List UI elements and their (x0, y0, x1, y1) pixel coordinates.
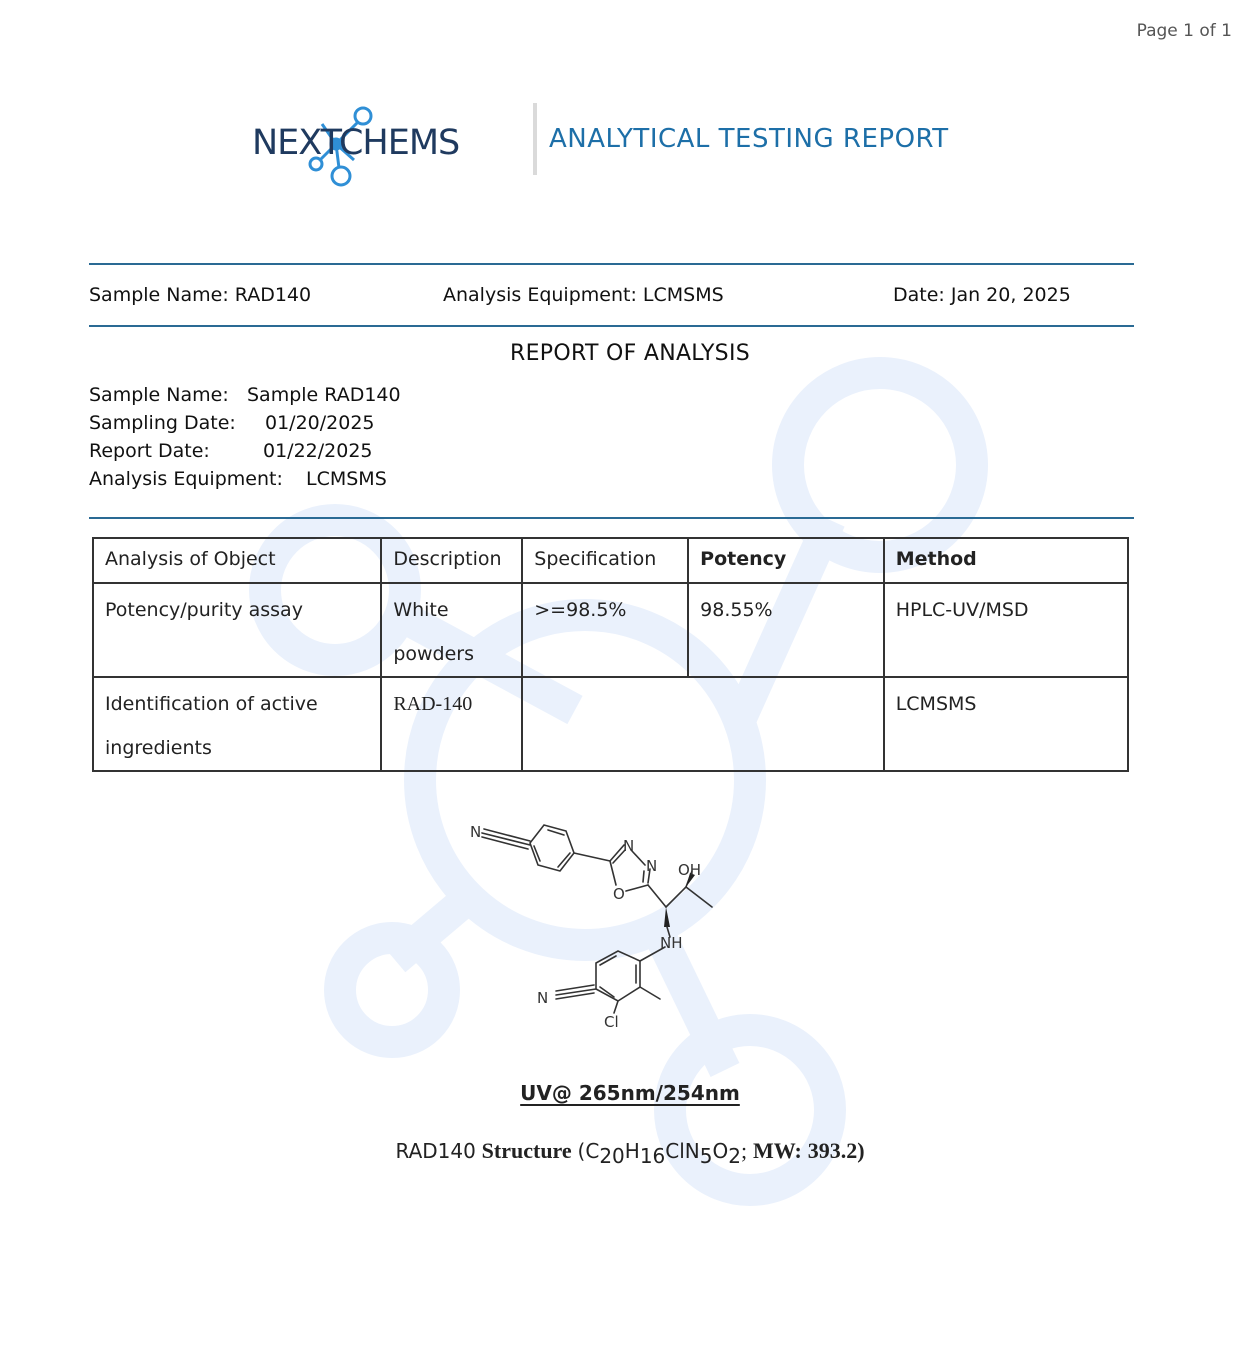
cell-analysis-object (93, 583, 381, 677)
summary-analysis-equipment: Analysis Equipment: LCMSMS (443, 284, 724, 306)
formula-separator: ; (740, 1138, 748, 1163)
cell-empty-merged (522, 677, 883, 771)
header-method: Method (884, 538, 1128, 583)
formula-h-count: 16 (639, 1144, 666, 1169)
atom-label: O (613, 885, 625, 903)
cell-text: Potency/purity assay (105, 599, 303, 621)
uv-text: UV@ 265nm/254nm (520, 1081, 740, 1105)
cell-method: HPLC-UV/MSD (884, 583, 1128, 677)
nextchems-logo (250, 100, 540, 190)
atom-label: N (623, 837, 635, 855)
cell-text: powders (393, 643, 475, 665)
header-divider (533, 103, 537, 175)
info-label: Sampling Date: (89, 412, 236, 434)
uv-wavelength (0, 1081, 1260, 1105)
top-rule (89, 263, 1134, 265)
table-row (93, 583, 1128, 677)
info-label: Sample Name: (89, 384, 229, 406)
formula-word: Structure (481, 1138, 572, 1163)
cell-description (381, 583, 522, 677)
atom-label: N (646, 857, 658, 875)
formula-c-count: 20 (599, 1144, 625, 1169)
formula-open: ( (577, 1139, 586, 1163)
cell-text: ingredients (105, 737, 212, 759)
info-sampling-date (89, 412, 375, 434)
info-report-date (89, 440, 373, 462)
formula-o: O (712, 1139, 729, 1163)
info-label: Analysis Equipment: (89, 468, 283, 490)
atom-label: OH (678, 861, 702, 879)
summary-rule (89, 325, 1134, 327)
summary-date: Date: Jan 20, 2025 (893, 284, 1071, 306)
formula-mw-value: 393.2) (807, 1138, 865, 1163)
info-analysis-equipment (89, 468, 387, 490)
header-analysis-object: Analysis of Object (93, 538, 381, 583)
results-table (92, 537, 1129, 772)
cell-analysis-object (93, 677, 381, 771)
report-type-title: ANALYTICAL TESTING REPORT (549, 124, 949, 154)
header-specification: Specification (522, 538, 688, 583)
formula-n-count: 5 (699, 1144, 713, 1169)
formula-mw-label: MW: (752, 1138, 802, 1163)
formula-h: H (624, 1139, 640, 1163)
formula-prefix: RAD140 (395, 1139, 476, 1163)
table-row (93, 677, 1128, 771)
formula-o-count: 2 (728, 1144, 741, 1169)
page-title: REPORT OF ANALYSIS (510, 341, 750, 366)
info-rule (89, 517, 1134, 519)
cell-description: RAD-140 (381, 677, 522, 771)
info-label: Report Date: (89, 440, 210, 462)
atom-label: NH (660, 934, 683, 952)
page-number: Page 1 of 1 (1136, 21, 1232, 41)
formula-cln: ClN (665, 1139, 700, 1163)
cell-potency: 98.55% (688, 583, 884, 677)
info-sample-name (89, 384, 401, 406)
info-value: Sample RAD140 (247, 384, 401, 406)
atom-label: N (470, 823, 482, 841)
info-value: 01/20/2025 (265, 412, 375, 434)
table-header-row (93, 538, 1128, 583)
header-description: Description (381, 538, 522, 583)
rad140-structure-diagram (460, 815, 740, 1035)
header-potency: Potency (688, 538, 884, 583)
summary-sample-name: Sample Name: RAD140 (89, 284, 312, 306)
formula-c: C (585, 1139, 600, 1163)
cell-specification: >=98.5% (522, 583, 688, 677)
logo-text: NEXTCHEMS (252, 123, 460, 163)
info-value: 01/22/2025 (263, 440, 373, 462)
cell-text: White (393, 599, 449, 621)
atom-label: N (537, 989, 549, 1007)
cell-method: LCMSMS (884, 677, 1128, 771)
cell-text: Identification of active (105, 693, 318, 715)
info-value: LCMSMS (306, 468, 387, 490)
atom-label: Cl (604, 1013, 619, 1031)
structure-formula (0, 1138, 1260, 1168)
